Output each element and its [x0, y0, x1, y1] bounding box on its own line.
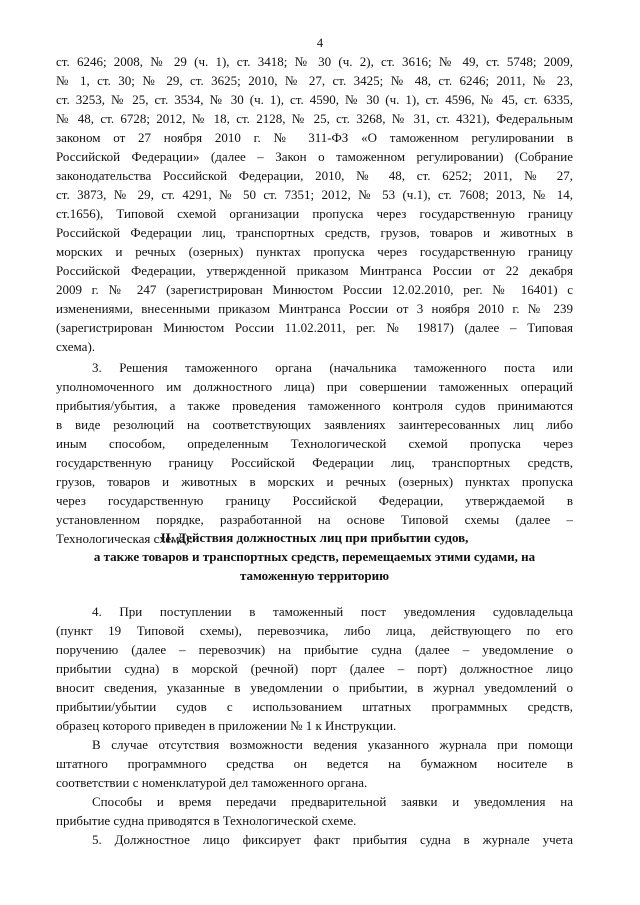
text-line: прибытии судна) в морской (речной) порт (далее – порт) должностное лицо [56, 661, 573, 676]
text-line: Российской Федерации лиц, транспортных средств, грузов, товаров и животных в [56, 225, 573, 240]
text-line: схема). [56, 339, 96, 354]
heading-line: II. Действия должностных лиц при прибытии судов, [160, 530, 469, 545]
text-line: прибытия/убытия, а также проведения таможенного контроля судов принимаются [56, 398, 573, 413]
text-line: поручению (далее – перевозчик) на прибытие судна (далее – уведомление о [56, 642, 573, 657]
text-line: иным способом, определенным Технологической схемой пропуска через [56, 436, 573, 451]
text-line: через государственную границу Российской Федерации, утверждаемой в [56, 493, 573, 508]
text-line: Российской Федерации» (далее – Закон о таможенном регулировании) (Собрание [56, 149, 573, 164]
text-line: ст. 3253, № 25, ст. 3534, № 30 (ч. 1), ст. 4590, № 30 (ч. 1), ст. 4596, № 45, ст. 6335, [56, 92, 573, 107]
text-line: Способы и время передачи предварительной заявки и уведомления на [92, 794, 573, 809]
text-line: изменениями, внесенными приказом Минтранса России от 3 ноября 2010 г. № 239 [56, 301, 573, 316]
text-line: грузов, товаров и животных в морских и речных (озерных) пунктах пропуска [56, 474, 573, 489]
text-line: прибытии/убытии судов с использованием штатных программных средств, [56, 699, 573, 714]
text-line: установленном порядке, разработанной на основе Типовой схемы (далее – [56, 512, 573, 527]
text-line: государственную границу Российской Федерации лиц, транспортных средств, [56, 455, 573, 470]
text-line: 2009 г. № 247 (зарегистрирован Минюстом России 12.02.2010, рег. № 16401) с [56, 282, 573, 297]
section-heading [56, 528, 573, 585]
text-line: морских и речных (озерных) пунктах пропуска через государственную границу [56, 244, 573, 259]
text-line: (пункт 19 Типовой схемы), перевозчика, либо лица, действующего по его [56, 623, 573, 638]
text-line: прибытие судна приводятся в Технологической схеме. [56, 813, 357, 828]
text-line: ст.1656), Типовой схемой организации пропуска через государственную границу [56, 206, 573, 221]
text-line: № 1, ст. 30; № 29, ст. 3625; 2010, № 27, ст. 3425; № 48, ст. 6246; 2011, № 23, [56, 73, 573, 88]
text-line: Технологическая схема). [56, 531, 193, 546]
text-line: вносит сведения, указанные в уведомлении о прибытии, в журнал уведомлений о [56, 680, 573, 695]
paragraph-journal [56, 735, 573, 792]
text-line: соответствии с номенклатурой дел таможенного органа. [56, 775, 368, 790]
text-line: ст. 3873, № 29, ст. 4291, № 50 ст. 7351; 2012, № 53 (ч.1), ст. 7608; 2013, № 14, [56, 187, 573, 202]
heading-line: а также товаров и транспортных средств, перемещаемых этими судами, на [93, 549, 536, 564]
paragraph-4 [56, 602, 573, 735]
text-line: № 48, ст. 6728; 2012, № 18, ст. 2128, № 25, ст. 3268, № 31, ст. 4321), Федеральным [56, 111, 573, 126]
paragraph-methods [56, 792, 573, 830]
text-line: образец которого приведен в приложении № 1 к Инструкции. [56, 718, 397, 733]
heading-line: таможенную территорию [239, 568, 390, 583]
text-line: 4. При поступлении в таможенный пост уведомления судовладельца [92, 604, 573, 619]
text-line: 3. Решения таможенного органа (начальника таможенного поста или [92, 360, 573, 375]
text-line: (зарегистрирован Минюстом России 11.02.2011, рег. № 19817) (далее – Типовая [56, 320, 573, 335]
paragraph-3 [56, 358, 573, 548]
text-line: 5. Должностное лицо фиксирует факт прибытия судна в журнале учета [92, 832, 573, 847]
text-line: штатного программного средства он ведется на бумажном носителе в [56, 756, 573, 771]
text-line: законом от 27 ноября 2010 г. № 311-ФЗ «О таможенном регулировании в [56, 130, 573, 145]
paragraph-5 [56, 830, 573, 849]
text-line: законодательства Российской Федерации, 2010, № 48, ст. 6252; 2011, № 27, [56, 168, 573, 183]
text-line: ст. 6246; 2008, № 29 (ч. 1), ст. 3418; № 30 (ч. 2), ст. 3616; № 49, ст. 5748; 2009, [56, 54, 573, 69]
paragraph-continued [56, 52, 573, 356]
text-line: в виде резолюций на соответствующих заявлениях заинтересованных лиц либо [56, 417, 573, 432]
text-line: В случае отсутствия возможности ведения указанного журнала при помощи [92, 737, 573, 752]
page-number: 4 [316, 36, 324, 50]
text-line: Российской Федерации, утвержденной приказом Минтранса России от 22 декабря [56, 263, 573, 278]
text-line: уполномоченного им должностного лица) при совершении таможенных операций [56, 379, 573, 394]
